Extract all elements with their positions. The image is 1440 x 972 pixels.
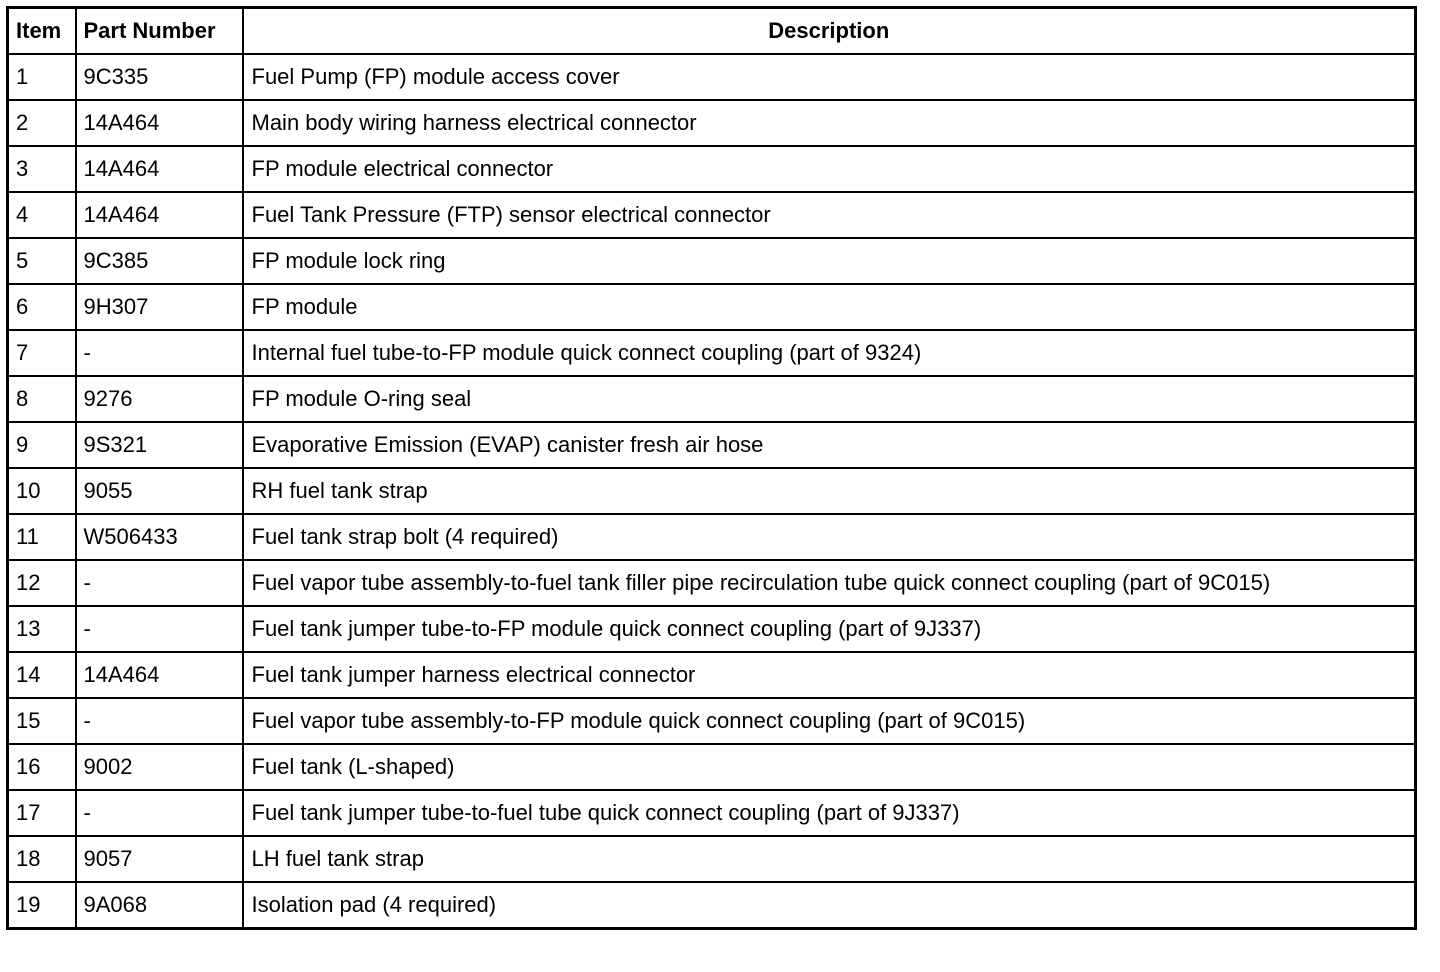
part-number-cell: -	[76, 698, 243, 744]
part-number-cell: 9A068	[76, 882, 243, 929]
description-cell: FP module electrical connector	[243, 146, 1416, 192]
table-row	[8, 698, 1416, 744]
item-cell: 6	[8, 284, 76, 330]
item-cell: 14	[8, 652, 76, 698]
item-cell: 17	[8, 790, 76, 836]
part-number-cell: -	[76, 606, 243, 652]
description-cell: Fuel Tank Pressure (FTP) sensor electrical connector	[243, 192, 1416, 238]
part-number-cell: 9H307	[76, 284, 243, 330]
table-row	[8, 192, 1416, 238]
item-cell: 18	[8, 836, 76, 882]
part-number-cell: 9C335	[76, 54, 243, 100]
description-cell: Internal fuel tube-to-FP module quick connect coupling (part of 9324)	[243, 330, 1416, 376]
description-cell: Fuel tank jumper tube-to-fuel tube quick connect coupling (part of 9J337)	[243, 790, 1416, 836]
description-cell: Fuel tank (L-shaped)	[243, 744, 1416, 790]
item-cell: 2	[8, 100, 76, 146]
header-row	[8, 8, 1416, 55]
part-number-cell: 9057	[76, 836, 243, 882]
table-row	[8, 882, 1416, 929]
description-cell: Fuel tank jumper harness electrical connector	[243, 652, 1416, 698]
item-cell: 8	[8, 376, 76, 422]
table-row	[8, 376, 1416, 422]
item-cell: 15	[8, 698, 76, 744]
description-cell: Evaporative Emission (EVAP) canister fresh air hose	[243, 422, 1416, 468]
table-row	[8, 606, 1416, 652]
description-cell: LH fuel tank strap	[243, 836, 1416, 882]
description-cell: FP module	[243, 284, 1416, 330]
table-row	[8, 330, 1416, 376]
table-row	[8, 514, 1416, 560]
description-cell: Fuel tank jumper tube-to-FP module quick connect coupling (part of 9J337)	[243, 606, 1416, 652]
table-row	[8, 54, 1416, 100]
part-number-cell: 14A464	[76, 146, 243, 192]
item-cell: 12	[8, 560, 76, 606]
description-cell: Main body wiring harness electrical connector	[243, 100, 1416, 146]
part-number-cell: 9002	[76, 744, 243, 790]
table-row	[8, 238, 1416, 284]
item-cell: 19	[8, 882, 76, 929]
table-row	[8, 836, 1416, 882]
table-row	[8, 100, 1416, 146]
item-cell: 3	[8, 146, 76, 192]
part-number-cell: -	[76, 560, 243, 606]
item-cell: 1	[8, 54, 76, 100]
item-cell: 11	[8, 514, 76, 560]
table-row	[8, 422, 1416, 468]
part-number-cell: -	[76, 790, 243, 836]
table-row	[8, 652, 1416, 698]
table-header	[8, 8, 1416, 55]
description-cell: Fuel tank strap bolt (4 required)	[243, 514, 1416, 560]
description-cell: Fuel vapor tube assembly-to-FP module quick connect coupling (part of 9C015)	[243, 698, 1416, 744]
part-number-cell: W506433	[76, 514, 243, 560]
item-cell: 9	[8, 422, 76, 468]
item-cell: 7	[8, 330, 76, 376]
part-number-cell: 14A464	[76, 100, 243, 146]
description-cell: Isolation pad (4 required)	[243, 882, 1416, 929]
table-row	[8, 468, 1416, 514]
header-item: Item	[8, 8, 76, 55]
description-cell: Fuel Pump (FP) module access cover	[243, 54, 1416, 100]
table-row	[8, 790, 1416, 836]
part-number-cell: 9055	[76, 468, 243, 514]
part-number-cell: 9S321	[76, 422, 243, 468]
item-cell: 16	[8, 744, 76, 790]
description-cell: FP module O-ring seal	[243, 376, 1416, 422]
table-row	[8, 284, 1416, 330]
table-body	[8, 54, 1416, 929]
item-cell: 10	[8, 468, 76, 514]
header-description: Description	[243, 8, 1416, 55]
part-number-cell: -	[76, 330, 243, 376]
description-cell: Fuel vapor tube assembly-to-fuel tank filler pipe recirculation tube quick connect coupling (part of 9C015)	[243, 560, 1416, 606]
header-part-number: Part Number	[76, 8, 243, 55]
part-number-cell: 9C385	[76, 238, 243, 284]
item-cell: 4	[8, 192, 76, 238]
table-row	[8, 744, 1416, 790]
part-number-cell: 9276	[76, 376, 243, 422]
description-cell: FP module lock ring	[243, 238, 1416, 284]
part-number-cell: 14A464	[76, 652, 243, 698]
item-cell: 13	[8, 606, 76, 652]
item-cell: 5	[8, 238, 76, 284]
part-number-cell: 14A464	[76, 192, 243, 238]
description-cell: RH fuel tank strap	[243, 468, 1416, 514]
parts-table	[6, 6, 1417, 930]
table-row	[8, 146, 1416, 192]
table-row	[8, 560, 1416, 606]
